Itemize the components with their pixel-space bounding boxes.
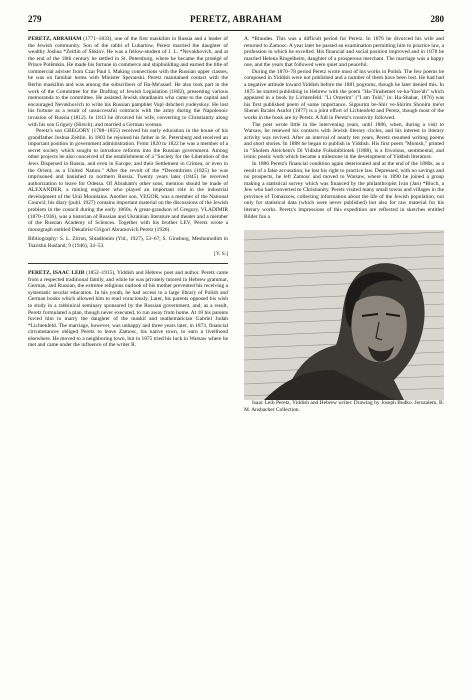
page-number-left: 279 (28, 14, 42, 24)
entry-text: (1771–1833), one of the first maskilim in Russia and a leader of the Jewish community. Son of the rabbi of Lubartow, Peretz married the daughter of wealthy Joshua *Zeitlin of Shklov. He was a fellow-student of J. L. *Nevakhovich, and at the end of the 18th century he settled in St. Petersburg, where he became the protégé of Prince Potëmkin. He made his fortune in commerce and shipbuilding and earned the title of commercial adviser from Czar Paul I. Making connections with the Russian upper classes, he was on familiar terms with Minister Speranski. Peretz maintained contact with the Berlin maskilim and was among the subscribers of Ha-Me'assef. He also took part in the work of the Committee for the Drafting of Jewish Legislation (1802), presenting various memoranda to the committee. He assisted Jewish shtadlanim who came to the capital and encouraged Nevakhovich to write his Russian pamphlet Vopl dshcheri yudeyskoy. He lost his fortune as a result of unsuccessful contracts with the army during the Napoleonic invasion of Russia (1812). In 1813 he divorced his wife, converting to Christianity along with his son Grigory (Hirsch), and married a German woman. (28, 36, 228, 128)
figure-caption: Isaac Leib Peretz, Yiddish and Hebrew writer. Drawing by Joseph Budko. Jerusalem, B. M. Ansbacher Collection. (244, 400, 444, 413)
right-column (244, 36, 444, 678)
entry-abraham-peretz (28, 36, 228, 128)
entry-heading: PERETZ, ISAAC LEIB (28, 270, 85, 277)
running-title: PERETZ, ABRAHAM (189, 14, 282, 24)
paragraph: Peretz's son GREGORY (1788–1855) received his early education in the house of his grandfather Joshua Zeitlin. In 1803 he rejoined his father in St. Petersburg and received an important position in government administration. From 1820 to 1822 he was a member of a secret society which sought to introduce reforms into the Russian government. Among other projects he also conceived of the establishment of a "Society for the Liberation of the Jews Dispersed in Russia, and even in Europe, and their Settlement in Crimea, or even in the Orient, as a United Nation." After the revolt of the *Decembrists (1825) he was imprisoned and banished to northern Russia. Twenty years later (1845) he received authorization to leave for Odessa. Of Abraham's other sons, mention should be made of ALEXANDER, a mining engineer who played an important role in the industrial development of the Ural Mountains. Another son, YEGOR, was a member of the National Council; his diary (publ. 1927) contains important material on the discussions of the Jewish problem in the council during the early 1860s. A great-grandson of Gregory, VLADIMIR (1870–1936), was a historian of Russian and Ukrainian literature and theater and a member of the Russian Academy of Sciences. Together with his brother LEV, Peretz wrote a monograph entitled Dekabrist Grigori Abramovich Peretz (1926). (28, 128, 228, 233)
bibliography: Bibliography: S. L. Zitron, Shtadlonim (Yid., 1927), 53–67; S. Ginsburg, Meshumodim in Tsarishn Rusland, 9 (1946), 34–53. (28, 236, 228, 249)
entry-isaac-leib-peretz (28, 270, 228, 349)
header-rule (28, 30, 444, 31)
entry-divider (28, 263, 228, 264)
portrait-sketch-image (244, 230, 444, 400)
portrait-drawing (244, 230, 444, 400)
paragraph: During the 1870–78 period Peretz wrote most of his works in Polish. The few poems he composed in Yiddish were not published and a number of them have been lost. He had had a negative attitude toward Yiddish before the 1881 pogroms, though he later denied this. In 1875 he started publishing in Hebrew with the poem "Ha-Tinshemet ve-ha-Yare'ah" which appeared in a book by Lichtenfeld. "Li Omerim" ("I am Told," in: Ha-Shahar, 1876) was his first published poem of some importance. Sippurim be-Shir ve-Shirim Shonim me'et Shenei Ba'alei Asufot (1877) is a joint effort of Lichtenfeld and Peretz, though most of the works in the book are by Peretz. A full in Peretz's creativity followed. (244, 68, 444, 121)
left-column (28, 36, 228, 678)
paragraph: A. *Braudes. This was a difficult period for Peretz. In 1876 he divorced his wife and returned to Zamosc. A year later he passed an examination permitting him to practice law, a profession in which he excelled. His financial and social position improved and in 1878 he married Helena Ringelheim, daughter of a prosperous merchant. The marriage was a happy one, and the years that followed were quiet and peaceful. (244, 36, 444, 69)
page-number-right: 280 (430, 14, 444, 24)
entry-text: (1852–1915), Yiddish and Hebrew poet and author. Peretz came from a respected traditional family, and while he was privately tutored in Hebrew grammar, German, and Russian, the extreme religious outlook of his mother prevented his receiving a systematic secular education. In his youth, he had access to a large library of Polish and German books which allowed him to read voraciously. Later, his parents opposed his wish to study in a rabbinical seminary sponsored by the Russian government, and, as a result, Peretz formulated a plan, though never executed, to run away from home. At 18 his parents forced him to marry the daughter of the maskil and mathematician Gabriel Judah *Lichtenfeld. The marriage, however, was unhappy and three years later, in 1873, financial circumstances obliged Peretz to leave Zamosc, his native town, to earn a livelihood elsewhere. He moved to a neighboring town, but in 1875 tried his luck in Warsaw where he met and came under the influence of the writer R. (28, 270, 228, 349)
paragraph: In 1886 Peretz's financial condition again deteriorated and at the end of the 1880s, as a result of a false accusation, he lost his right to practice law. Depressed, with no savings and no prospects, he left Zamosc and moved to Warsaw, where in 1890 he joined a group making a statistical survey which was financed by the philanthropist Ivan (Jan) *Bloch, a Jew who had converted to Christianity. Peretz visited many small towns and villages in the province of Tomaszow, collecting information about the life of the Jewish population, not only for statistical data (which were never published) but also for raw material for his literary works. Peretz's impressions of this expedition are reflected in sketches entitled Bilder fun a (244, 160, 444, 220)
paragraph: The poet wrote little in the intervening years, until 1886, when, during a visit to Warsaw, he renewed his contacts with Jewish literary circles, and his interest in literary activity was revived. After an interval of nearly ten years, Peretz resumed writing poems and short stories. In 1888 he began to publish in Yiddish. His first poem "Monish," printed in "Sholem Aleichem's Di Yidishe Folksbibliotek (1888), is a frivolous, sentimental, and ironic poetic work which became a milestone in the development of Yiddish literature. (244, 121, 444, 161)
entry-heading: PERETZ, ABRAHAM (28, 36, 82, 42)
running-header (28, 14, 444, 28)
author-signature: [Y. S.] (214, 250, 228, 257)
